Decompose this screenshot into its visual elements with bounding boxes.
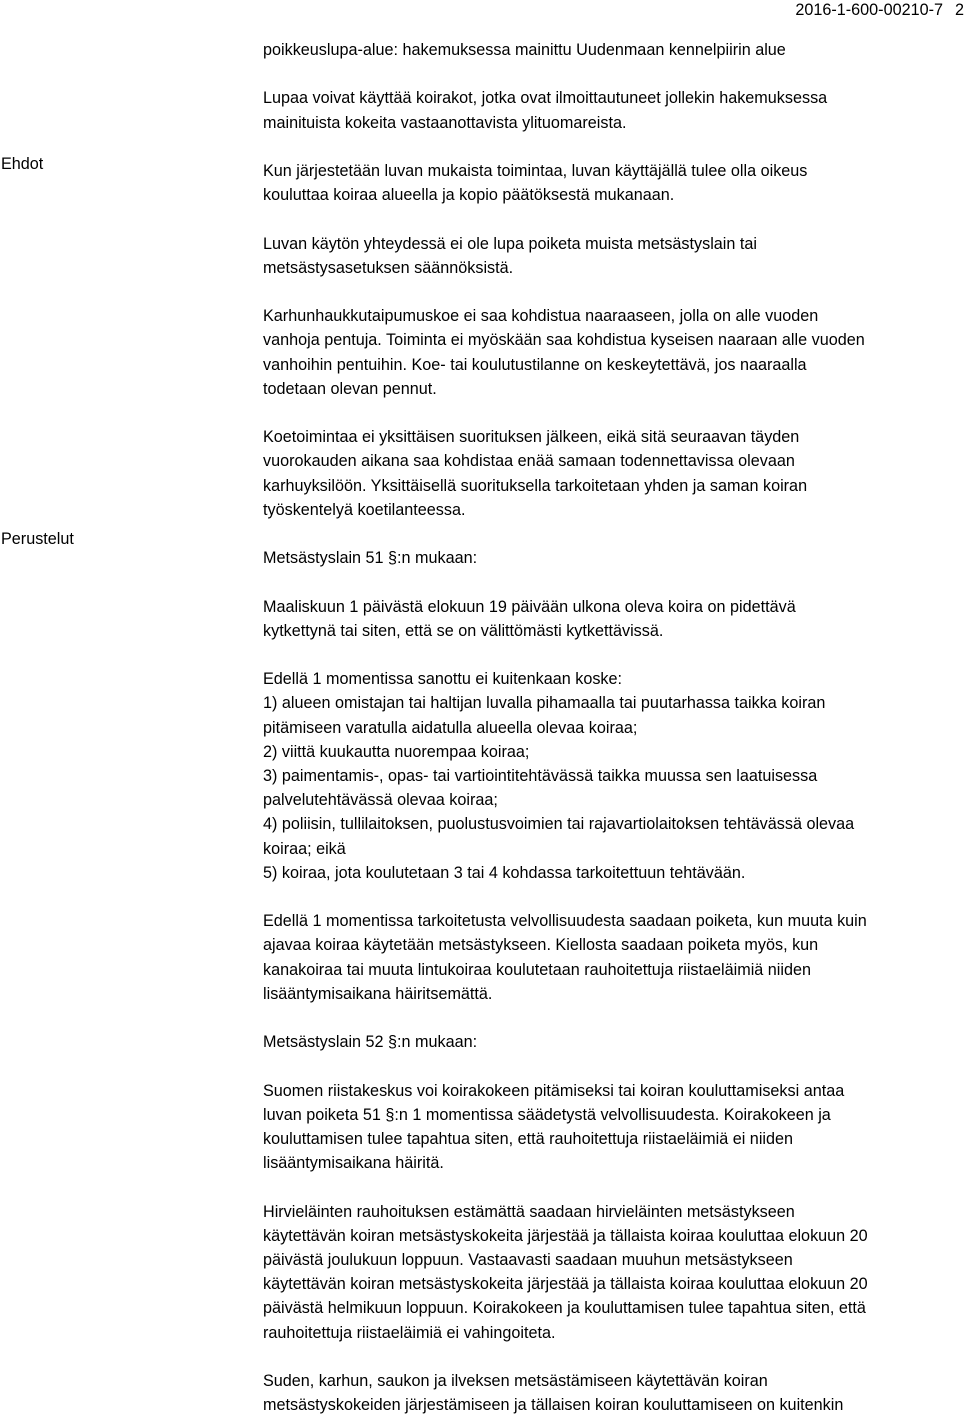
text-line: Lupaa voivat käyttää koirakot, jotka ovat ilmoittautuneet jollekin hakemuksessa	[263, 89, 828, 108]
text-line: vanhoihin pentuihin. Koe- tai koulutustilanne on keskeytettävä, jos naaraalla	[263, 355, 807, 374]
document-number: 2016-1-600-00210-7	[795, 1, 943, 19]
paragraph	[263, 1030, 953, 1054]
text-line: Karhunhaukkutaipumuskoe ei saa kohdistua naaraaseen, jolla on alle vuoden	[263, 307, 819, 326]
text-line: metsästyskokeiden järjestämiseen ja tällaisen koiran kouluttamiseen on kuitenkin	[263, 1396, 844, 1415]
paragraph	[263, 595, 953, 643]
text-line: pitämiseen varatulla aidatulla alueella olevaa koiraa;	[263, 718, 638, 737]
text-line: Kun järjestetään luvan mukaista toimintaa, luvan käyttäjällä tulee olla oikeus	[263, 161, 808, 180]
paragraph	[263, 667, 953, 885]
text-line: päivästä joulukuun loppuun. Vastaavasti saadaan muuhun metsästykseen	[263, 1250, 793, 1269]
text-line: Hirvieläinten rauhoituksen estämättä saadaan hirvieläinten metsästykseen	[263, 1202, 795, 1221]
text-line: Suden, karhun, saukon ja ilveksen metsästämiseen käytettävän koiran	[263, 1371, 768, 1390]
text-line: päivästä helmikuun loppuun. Koirakokeen ja kouluttamisen tulee tapahtua siten, että	[263, 1299, 866, 1318]
text-line: 1) alueen omistajan tai haltijan luvalla pihamaalla tai puutarhassa taikka koiran	[263, 694, 826, 713]
text-line: 5) koiraa, jota koulutetaan 3 tai 4 kohdassa tarkoitettuun tehtävään.	[263, 863, 746, 882]
text-line: mainituista kokeita vastaanottavista ylituomareista.	[263, 113, 627, 132]
paragraph	[263, 304, 953, 401]
text-line: todetaan olevan pennut.	[263, 379, 437, 398]
text-line: Maaliskuun 1 päivästä elokuun 19 päivään ulkona oleva koira on pidettävä	[263, 597, 796, 616]
text-line: lisääntymisaikana häiritä.	[263, 1154, 444, 1173]
section-label-ehdot: Ehdot	[1, 155, 44, 173]
text-line: karhuyksilöön. Yksittäisellä suorituksella tarkoitetaan yhden ja saman koiran	[263, 476, 808, 495]
text-line: lisääntymisaikana häiritsemättä.	[263, 984, 493, 1003]
text-line: työskentelyä koetilanteessa.	[263, 500, 466, 519]
paragraph	[263, 159, 953, 207]
text-line: poikkeuslupa-alue: hakemuksessa mainittu Uudenmaan kennelpiirin alue	[263, 41, 786, 59]
section-label-perustelut: Perustelut	[1, 530, 74, 548]
text-line: vuorokauden aikana saa kohdistaa enää samaan todennettavissa olevaan	[263, 452, 795, 471]
paragraph	[263, 425, 953, 522]
text-line: 3) paimentamis-, opas- tai vartiointitehtävässä taikka muussa sen laatuisessa	[263, 766, 818, 785]
paragraph	[263, 1369, 953, 1417]
paragraph	[263, 1200, 953, 1345]
paragraph	[263, 1079, 953, 1176]
text-line: vanhoja pentuja. Toiminta ei myöskään saa kohdistua kyseisen naaraan alle vuoden	[263, 331, 865, 350]
text-line: 4) poliisin, tullilaitoksen, puolustusvoimien tai rajavartiolaitoksen tehtävässä olevaa	[263, 815, 855, 834]
text-line: Edellä 1 momentissa sanottu ei kuitenkaan koske:	[263, 670, 623, 689]
text-line: rauhoitettuja riistaeläimiä ei vahingoiteta.	[263, 1323, 556, 1342]
text-line: palvelutehtävässä olevaa koiraa;	[263, 791, 498, 810]
paragraph	[263, 546, 953, 570]
text-line: luvan poiketa 51 §:n 1 momentissa säädetystä velvollisuudesta. Koirakokeen ja	[263, 1105, 831, 1124]
text-line: käytettävän koiran metsästyskokeita järjestää ja tällaista koiraa kouluttaa elokuun 20	[263, 1226, 868, 1245]
page-number: 2	[954, 1, 964, 19]
text-line: Edellä 1 momentissa tarkoitetusta velvollisuudesta saadaan poiketa, kun muuta kuin	[263, 912, 867, 931]
text-line: metsästysasetuksen säännöksistä.	[263, 258, 514, 277]
text-line: Luvan käytön yhteydessä ei ole lupa poiketa muista metsästyslain tai	[263, 234, 757, 253]
paragraph	[263, 86, 953, 134]
text-line: käytettävän koiran metsästyskokeita järjestää ja tällaista koiraa kouluttaa elokuun 20	[263, 1275, 868, 1294]
text-line: kytkettynä tai siten, että se on välittömästi kytkettävissä.	[263, 621, 664, 640]
paragraph	[263, 232, 953, 280]
text-line: ajavaa koiraa käytetään metsästykseen. Kiellosta saadaan poiketa myös, kun	[263, 936, 819, 955]
document-body	[263, 38, 953, 1417]
text-line: kouluttamisen tulee tapahtua siten, että rauhoitettuja riistaeläimiä ei niiden	[263, 1129, 794, 1148]
document-header	[795, 0, 964, 22]
text-line: Metsästyslain 51 §:n mukaan:	[263, 549, 478, 568]
paragraph	[263, 909, 953, 1006]
paragraph	[263, 38, 953, 62]
text-line: Suomen riistakeskus voi koirakokeen pitämiseksi tai koiran kouluttamiseksi antaa	[263, 1081, 845, 1100]
text-line: kouluttaa koiraa alueella ja kopio päätöksestä mukanaan.	[263, 186, 675, 205]
text-line: Metsästyslain 52 §:n mukaan:	[263, 1033, 478, 1052]
text-line: kanakoiraa tai muuta lintukoiraa koulutetaan rauhoitettuja riistaeläimiä niiden	[263, 960, 812, 979]
text-line: koiraa; eikä	[263, 839, 346, 858]
text-line: 2) viittä kuukautta nuorempaa koiraa;	[263, 742, 530, 761]
text-line: Koetoimintaa ei yksittäisen suorituksen jälkeen, eikä sitä seuraavan täyden	[263, 428, 800, 447]
